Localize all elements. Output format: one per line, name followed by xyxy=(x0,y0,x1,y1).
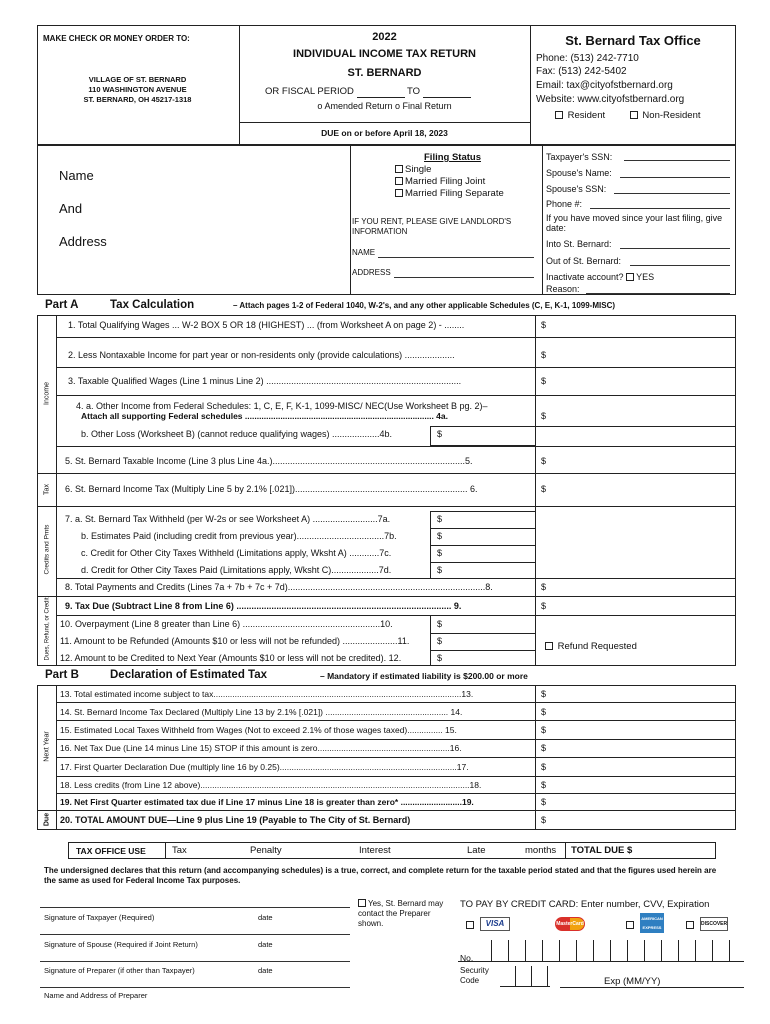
city-title: ST. BERNARD xyxy=(347,67,422,79)
discover-icon: DISCOVER xyxy=(700,917,728,931)
side-label-credits: Credits and Pmts xyxy=(43,524,51,575)
tax-year: 2022 xyxy=(372,31,397,43)
cc-security-label: Security Code xyxy=(460,966,489,985)
office-website: Website: www.cityofstbernard.org xyxy=(536,94,685,105)
filing-status-title: Filing Status xyxy=(424,152,481,163)
line-1-amount[interactable]: $ xyxy=(541,320,547,330)
sig-spouse-date: date xyxy=(258,940,273,949)
inactivate-row: Inactivate account? YES xyxy=(546,272,655,282)
line-6: 6. St. Bernard Income Tax (Multiply Line 5 by 2.1% [.021])..................................................................... 6. xyxy=(65,484,478,494)
and-label: And xyxy=(59,201,83,216)
landlord-name-field[interactable] xyxy=(378,257,534,258)
line-17-amount[interactable]: $ xyxy=(541,762,547,772)
cc-exp-field[interactable] xyxy=(560,987,744,988)
line-13-amount[interactable]: $ xyxy=(541,689,547,699)
line-7c: c. Credit for Other City Taxes Withheld (Limitations apply, Wksht A) ............7c. xyxy=(81,548,392,558)
payee-name: VILLAGE OF ST. BERNARD xyxy=(88,75,187,84)
sig-preparer-field[interactable] xyxy=(40,947,350,961)
reason-field[interactable] xyxy=(586,293,730,294)
inactivate-checkbox[interactable] xyxy=(626,273,634,281)
office-phone: Phone: (513) 242-7710 xyxy=(536,53,639,64)
line-20: 20. TOTAL AMOUNT DUE—Line 9 plus Line 19 (Payable to The City of St. Bernard) xyxy=(60,815,411,825)
line-20-amount[interactable]: $ xyxy=(541,815,547,825)
line-7d-amount[interactable]: $ xyxy=(437,565,443,575)
line-3: 3. Taxable Qualified Wages (Line 1 minus Line 2) .............................................................................. xyxy=(68,376,462,386)
filing-mfj: Married Filing Joint xyxy=(395,176,485,187)
side-label-due2: Due xyxy=(43,812,51,827)
side-label-income: Income xyxy=(43,382,51,405)
line-15-amount[interactable]: $ xyxy=(541,725,547,735)
fiscal-end-field[interactable] xyxy=(423,86,471,98)
line-18-amount[interactable]: $ xyxy=(541,780,547,790)
refund-checkbox[interactable] xyxy=(545,642,553,650)
landlord-name-label: NAME xyxy=(352,248,376,257)
into-field[interactable] xyxy=(620,248,730,249)
phone-field[interactable] xyxy=(590,208,730,209)
line-1: 1. Total Qualifying Wages ... W-2 BOX 5 OR 18 (HIGHEST) ... (from Worksheet A on page 2) - ........ xyxy=(68,320,465,330)
cc-title: TO PAY BY CREDIT CARD: Enter number, CVV, Expiration xyxy=(460,899,710,910)
refund-requested: Refund Requested xyxy=(545,641,637,652)
address-label: Address xyxy=(59,234,107,249)
ssn-label: Taxpayer's SSN: xyxy=(546,152,613,162)
single-checkbox[interactable] xyxy=(395,165,403,173)
part-b-header: Part B Declaration of Estimated Tax – Mandatory if estimated liability is $200.00 or more xyxy=(45,669,528,681)
mastercard-icon: MasterCard xyxy=(555,917,585,931)
line-7a: 7. a. St. Bernard Tax Withheld (per W-2s or see Worksheet A) ..........................7a. xyxy=(65,514,391,524)
side-label-tax: Tax xyxy=(43,484,51,495)
office-use-interest: Interest xyxy=(359,845,391,856)
office-use-label: TAX OFFICE USE xyxy=(76,846,146,856)
amex-icon: AMERICAN EXPRESS xyxy=(640,913,664,933)
declaration-text: The undersigned declares that this return (and accompanying schedules) is a true, correct, and complete return for the taxable period stated and that the figures used herein are the same as used for Federal Income Tax purposes. xyxy=(44,866,717,885)
line-7b-amount[interactable]: $ xyxy=(437,531,443,541)
spouse-ssn-field[interactable] xyxy=(614,193,730,194)
line-11-amount[interactable]: $ xyxy=(437,636,443,646)
cc-security-field[interactable] xyxy=(500,966,550,987)
contact-preparer: Yes, St. Bernard may contact the Preparer shown. xyxy=(358,899,444,928)
amended-radio[interactable]: o xyxy=(317,101,323,111)
line-2-amount[interactable]: $ xyxy=(541,350,547,360)
mfj-checkbox[interactable] xyxy=(395,177,403,185)
nonresident-checkbox[interactable] xyxy=(630,111,638,119)
landlord-address-label: ADDRESS xyxy=(352,268,391,277)
rent-note: IF YOU RENT, PLEASE GIVE LANDLORD'S INFORMATION xyxy=(352,217,512,236)
line-14-amount[interactable]: $ xyxy=(541,707,547,717)
line-13: 13. Total estimated income subject to tax.........................................................................................................13. xyxy=(60,689,474,699)
line-5: 5. St. Bernard Taxable Income (Line 3 plus Line 4a.).............................................................................5. xyxy=(65,456,473,466)
office-use-tax: Tax xyxy=(172,845,187,856)
line-3-amount[interactable]: $ xyxy=(541,376,547,386)
into-label: Into St. Bernard: xyxy=(546,239,612,249)
line-4a-attach: Attach all supporting Federal schedules ................................................................................ 4a. xyxy=(81,411,448,421)
line-16: 16. Net Tax Due (Line 14 minus Line 15) STOP if this amount is zero........................................................16. xyxy=(60,743,462,753)
phone-label: Phone #: xyxy=(546,199,583,209)
line-18: 18. Less credits (from Line 12 above)..................................................................................................................18. xyxy=(60,780,482,790)
sig-taxpayer-label: Signature of Taxpayer (Required) xyxy=(44,913,155,922)
cc-number-field[interactable] xyxy=(458,938,744,962)
sig-preparer-label: Signature of Preparer (if other than Taxpayer) xyxy=(44,966,195,975)
spouse-name-label: Spouse's Name: xyxy=(546,168,612,178)
line-2: 2. Less Nontaxable Income for part year or non-residents only (provide calculations) .................... xyxy=(68,350,455,360)
spouse-ssn-label: Spouse's SSN: xyxy=(546,184,607,194)
line-12: 12. Amount to be Credited to Next Year (Amounts $10 or less will not be credited). 12. xyxy=(60,653,402,663)
pay-to-label: MAKE CHECK OR MONEY ORDER TO: xyxy=(43,34,190,43)
payee-street: 110 WASHINGTON AVENUE xyxy=(88,85,187,94)
line-16-amount[interactable]: $ xyxy=(541,743,547,753)
payee-city: ST. BERNARD, OH 45217-1318 xyxy=(83,95,192,104)
office-name: St. Bernard Tax Office xyxy=(565,33,701,48)
office-use-late: Late xyxy=(467,845,486,856)
office-use-penalty: Penalty xyxy=(250,845,282,856)
line-7a-amount[interactable]: $ xyxy=(437,514,443,524)
line-8: 8. Total Payments and Credits (Lines 7a + 7b + 7c + 7d)...............................................................................8. xyxy=(65,582,493,592)
visa-checkbox[interactable] xyxy=(466,921,474,929)
line-10-amount[interactable]: $ xyxy=(437,619,443,629)
line-15: 15. Estimated Local Taxes Withheld from Wages (Not to exceed 2.1% of those wages taxed)............... 15. xyxy=(60,725,457,735)
fiscal-start-field[interactable] xyxy=(357,86,405,98)
name-label: Name xyxy=(59,168,94,183)
line-4b: b. Other Loss (Worksheet B) (cannot reduce qualifying wages) ...................4b. xyxy=(81,429,392,439)
office-use-months: months xyxy=(525,845,557,856)
due-date: DUE on or before April 18, 2023 xyxy=(321,128,448,138)
office-use-total: TOTAL DUE $ xyxy=(571,845,633,856)
outof-field[interactable] xyxy=(630,265,730,266)
line-4b-amount[interactable]: $ xyxy=(437,429,443,439)
visa-icon: VISA xyxy=(480,917,510,931)
line-8-amount[interactable]: $ xyxy=(541,582,547,592)
sig-taxpayer-field[interactable] xyxy=(40,893,350,907)
sig-preparer-date: date xyxy=(258,966,273,975)
line-19-amount[interactable]: $ xyxy=(541,797,547,807)
residency-options: Resident Non-Resident xyxy=(555,110,701,121)
part-a-header: Part A Tax Calculation – Attach pages 1-2 of Federal 1040, W-2's, and any other applicable Schedules (C, E, K-1, 1099-MISC) xyxy=(45,299,616,311)
filing-mfs: Married Filing Separate xyxy=(395,188,504,199)
fiscal-period: OR FISCAL PERIOD TO xyxy=(265,86,471,98)
line-12-amount[interactable]: $ xyxy=(437,653,443,663)
sig-taxpayer-date: date xyxy=(258,913,273,922)
office-fax: Fax: (513) 242-5402 xyxy=(536,66,627,77)
line-9-amount[interactable]: $ xyxy=(541,601,547,611)
line-11: 11. Amount to be Refunded (Amounts $10 or less will not be refunded) ......................11. xyxy=(60,636,410,646)
contact-preparer-checkbox[interactable] xyxy=(358,899,366,907)
line-7d: d. Credit for Other City Taxes Paid (Limitations apply, Wksht C)...................7d. xyxy=(81,565,392,575)
filing-single: Single xyxy=(395,164,431,175)
preparer-address-label: Name and Address of Preparer xyxy=(44,991,148,1000)
ssn-field[interactable] xyxy=(624,160,730,161)
form-title: INDIVIDUAL INCOME TAX RETURN xyxy=(293,48,476,60)
office-email: Email: tax@cityofstbernard.org xyxy=(536,80,673,91)
mfs-checkbox[interactable] xyxy=(395,189,403,197)
sig-spouse-field[interactable] xyxy=(40,920,350,934)
side-label-next-year: Next Year xyxy=(43,731,51,762)
line-4a: 4. a. Other Income from Federal Schedules: 1, C, E, F, K-1, 1099-MISC/ NEC(Use Worksheet B pg. 2)– xyxy=(76,401,488,411)
line-14: 14. St. Bernard Income Tax Declared (Multiply Line 13 by 2.1% [.021]) .................................................... 14. xyxy=(60,707,463,717)
line-7b: b. Estimates Paid (including credit from previous year)...................................7b. xyxy=(81,531,397,541)
sig-spouse-label: Signature of Spouse (Required if Joint Return) xyxy=(44,940,198,949)
resident-checkbox[interactable] xyxy=(555,111,563,119)
cc-no-label: No. xyxy=(460,953,474,963)
line-7c-amount[interactable]: $ xyxy=(437,548,443,558)
spouse-name-field[interactable] xyxy=(620,177,730,178)
line-17: 17. First Quarter Declaration Due (multiply line 16 by 0.25)...........................................................................17. xyxy=(60,762,469,772)
moved-note: If you have moved since your last filing, give date: xyxy=(546,213,723,233)
amended-final: o Amended Return o Final Return xyxy=(317,101,452,111)
line-5-amount[interactable]: $ xyxy=(541,456,547,466)
landlord-address-field[interactable] xyxy=(394,277,534,278)
line-9: 9. Tax Due (Subtract Line 8 from Line 6) ...................................................................................... 9. xyxy=(65,601,462,611)
line-19: 19. Net First Quarter estimated tax due if Line 17 minus Line 18 is greater than zero* ..........................19. xyxy=(60,797,474,807)
outof-label: Out of St. Bernard: xyxy=(546,256,622,266)
amex-checkbox[interactable] xyxy=(686,921,694,929)
line-6-amount[interactable]: $ xyxy=(541,484,547,494)
line-4a-amount[interactable]: $ xyxy=(541,411,547,421)
cc-exp-label: Exp (MM/YY) xyxy=(604,976,661,987)
reason-label: Reason: xyxy=(546,284,580,294)
mastercard-checkbox[interactable] xyxy=(626,921,634,929)
side-label-due: Dues, Refund, or Credit xyxy=(44,597,51,661)
final-radio[interactable]: o xyxy=(395,101,401,111)
line-10: 10. Overpayment (Line 8 greater than Line 6) .......................................................10. xyxy=(60,619,393,629)
